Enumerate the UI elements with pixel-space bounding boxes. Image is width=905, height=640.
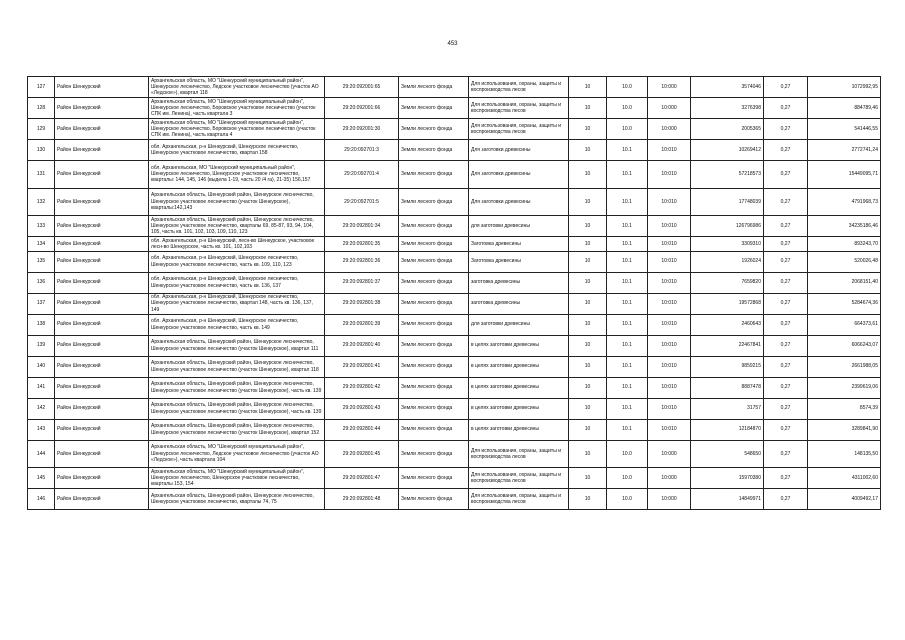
cadastral-value-cell: 4311002,60 — [808, 468, 881, 489]
purpose-cell: Для заготовки древесины — [469, 140, 569, 161]
purpose-cell: в целях заготовки древесины — [469, 398, 569, 419]
code-group-cell: 10 — [569, 119, 607, 140]
district-cell: Район Шенкурский — [55, 468, 149, 489]
rate-cell: 0,27 — [764, 77, 808, 98]
code-group-cell: 10 — [569, 440, 607, 468]
rate-cell: 0,27 — [764, 216, 808, 237]
cadastral-value-cell: 1072992,95 — [808, 77, 881, 98]
purpose-cell: Для заготовки древесины — [469, 188, 569, 216]
code-subgroup-cell: 10.1 — [607, 140, 648, 161]
code-subgroup-cell: 10.1 — [607, 398, 648, 419]
code-cell: 10:000 — [648, 98, 691, 119]
land-category-cell: Земли лесного фонда — [399, 272, 469, 293]
rate-cell: 0,27 — [764, 119, 808, 140]
location-cell: обл. Архангельская, р-н Шенкурский, Шенкурское лесничество, Шенкурское участковое лесничество, часть кв. 109, 110, 123 — [149, 251, 325, 272]
code-group-cell: 10 — [569, 216, 607, 237]
code-cell: 10:010 — [648, 272, 691, 293]
row-number: 135 — [28, 251, 55, 272]
table-row — [28, 140, 881, 161]
location-cell: Архангельская область, МО "Шенкурский муниципальный район", Шенкурское лесничество, Шенкурское участковое лесничество, кварталы 153, 154 — [149, 468, 325, 489]
table-row — [28, 335, 881, 356]
code-cell: 10:010 — [648, 140, 691, 161]
rate-cell: 0,27 — [764, 188, 808, 216]
table-row — [28, 216, 881, 237]
land-category-cell: Земли лесного фонда — [399, 440, 469, 468]
code-subgroup-cell: 10.1 — [607, 314, 648, 335]
code-subgroup-cell: 10.0 — [607, 468, 648, 489]
cadastral-value-cell: 4791968,73 — [808, 188, 881, 216]
row-number: 130 — [28, 140, 55, 161]
code-group-cell: 10 — [569, 272, 607, 293]
cadastral-value-cell: 15449095,71 — [808, 161, 881, 189]
code-subgroup-cell: 10.1 — [607, 272, 648, 293]
row-number: 137 — [28, 293, 55, 314]
cadastral-number-cell: 29:20:092701:3 — [325, 140, 399, 161]
code-group-cell: 10 — [569, 140, 607, 161]
row-number: 129 — [28, 119, 55, 140]
table-row — [28, 251, 881, 272]
cadastral-number-cell: 29:20:092801:41 — [325, 356, 399, 377]
rate-cell: 0,27 — [764, 398, 808, 419]
cadastral-number-cell: 29:20:092801:47 — [325, 468, 399, 489]
table-row — [28, 119, 881, 140]
purpose-cell: Для использования, охраны, защиты и воспроизводства лесов — [469, 468, 569, 489]
land-category-cell: Земли лесного фонда — [399, 314, 469, 335]
district-cell: Район Шенкурский — [55, 140, 149, 161]
cadastral-value-cell: 3289841,90 — [808, 419, 881, 440]
rate-cell: 0,27 — [764, 356, 808, 377]
cadastral-number-cell: 29:20:092001:66 — [325, 98, 399, 119]
row-number: 143 — [28, 419, 55, 440]
cadastral-number-cell: 29:20:092801:44 — [325, 419, 399, 440]
purpose-cell: заготовка древесины — [469, 293, 569, 314]
land-category-cell: Земли лесного фонда — [399, 188, 469, 216]
location-cell: Архангельская область, МО "Шенкурский муниципальный район", Шенкурское лесничество, Боровское участковое лесничество (участок СПК им. Ленина), часть квартала 4 — [149, 119, 325, 140]
table-row — [28, 272, 881, 293]
row-number: 145 — [28, 468, 55, 489]
rate-cell: 0,27 — [764, 377, 808, 398]
code-subgroup-cell: 10.1 — [607, 237, 648, 252]
table-row — [28, 356, 881, 377]
land-category-cell: Земли лесного фонда — [399, 216, 469, 237]
district-cell: Район Шенкурский — [55, 419, 149, 440]
purpose-cell: заготовка древесины — [469, 272, 569, 293]
code-group-cell: 10 — [569, 489, 607, 510]
cadastral-number-cell: 29:20:092801:38 — [325, 293, 399, 314]
code-cell: 10:000 — [648, 119, 691, 140]
table-row — [28, 98, 881, 119]
land-category-cell: Земли лесного фонда — [399, 377, 469, 398]
cadastral-value-cell: 2068151,40 — [808, 272, 881, 293]
district-cell: Район Шенкурский — [55, 293, 149, 314]
table-row — [28, 314, 881, 335]
rate-cell: 0,27 — [764, 272, 808, 293]
purpose-cell: Для использования, охраны, защиты и воспроизводства лесов — [469, 98, 569, 119]
code-subgroup-cell: 10.1 — [607, 335, 648, 356]
code-group-cell: 10 — [569, 377, 607, 398]
code-cell: 10:010 — [648, 377, 691, 398]
cadastral-value-cell: 2661988,05 — [808, 356, 881, 377]
table-row — [28, 398, 881, 419]
code-cell: 10:010 — [648, 335, 691, 356]
district-cell: Район Шенкурский — [55, 251, 149, 272]
code-cell: 10:010 — [648, 216, 691, 237]
cadastral-value-cell: 148135,50 — [808, 440, 881, 468]
code-group-cell: 10 — [569, 237, 607, 252]
area-cell: 31757 — [691, 398, 764, 419]
area-cell: 3309310 — [691, 237, 764, 252]
location-cell: Архангельская область, Шенкурский район, Шенкурское лесничество, Шенкурское участковое лесничество (участок Шенкурское), квартал 152 — [149, 419, 325, 440]
purpose-cell: в целях заготовки древесины — [469, 377, 569, 398]
area-cell: 19572868 — [691, 293, 764, 314]
area-cell: 12184870 — [691, 419, 764, 440]
location-cell: обл. Архангельская, р-н Шенкурский, Шенкурское лесничество, Шенкурское участковое лесничество, часть кв. 149 — [149, 314, 325, 335]
code-group-cell: 10 — [569, 335, 607, 356]
code-cell: 10:000 — [648, 489, 691, 510]
code-subgroup-cell: 10.0 — [607, 98, 648, 119]
district-cell: Район Шенкурский — [55, 119, 149, 140]
cadastral-number-cell: 29:20:092001:65 — [325, 77, 399, 98]
purpose-cell: Для использования, охраны, защиты и воспроизводства лесов — [469, 77, 569, 98]
code-group-cell: 10 — [569, 251, 607, 272]
area-cell: 126796986 — [691, 216, 764, 237]
code-group-cell: 10 — [569, 468, 607, 489]
location-cell: обл. Архангельская, МО "Шенкурский муниципальный район", Шенкурское лесничество, Шенкурское участковое лесничество, кварталы: 144, 145, 146 (выдела 1-19, часть 20 /4 га), 21-35) 156,157 — [149, 161, 325, 189]
land-category-cell: Земли лесного фонда — [399, 398, 469, 419]
area-cell: 7659820 — [691, 272, 764, 293]
cadastral-number-cell: 29:20:092701:4 — [325, 161, 399, 189]
table-row — [28, 237, 881, 252]
row-number: 136 — [28, 272, 55, 293]
code-group-cell: 10 — [569, 77, 607, 98]
cadastral-value-cell: 520026,48 — [808, 251, 881, 272]
table-row — [28, 419, 881, 440]
code-cell: 10:000 — [648, 468, 691, 489]
district-cell: Район Шенкурский — [55, 335, 149, 356]
code-cell: 10:010 — [648, 251, 691, 272]
rate-cell: 0,27 — [764, 468, 808, 489]
code-subgroup-cell: 10.1 — [607, 161, 648, 189]
code-cell: 10:010 — [648, 293, 691, 314]
land-category-cell: Земли лесного фонда — [399, 161, 469, 189]
location-cell: Архангельская область, Шенкурский район, Шенкурское лесничество, Шенкурское участковое лесничество, кварталы 69, 85-87, 93, 94, 104, 105, часть кв. 101, 102, 103, 109, 110, 123 — [149, 216, 325, 237]
rate-cell: 0,27 — [764, 440, 808, 468]
row-number: 146 — [28, 489, 55, 510]
location-cell: Архангельская область, МО "Шенкурский муниципальный район", Шенкурское лесничество, Ледское участковое лесничество (участок АО «Ледское»), квартал 118 — [149, 77, 325, 98]
rate-cell: 0,27 — [764, 237, 808, 252]
code-cell: 10:010 — [648, 419, 691, 440]
row-number: 128 — [28, 98, 55, 119]
code-subgroup-cell: 10.1 — [607, 216, 648, 237]
rate-cell: 0,27 — [764, 419, 808, 440]
district-cell: Район Шенкурский — [55, 398, 149, 419]
code-subgroup-cell: 10.1 — [607, 251, 648, 272]
cadastral-value-cell: 4009492,17 — [808, 489, 881, 510]
cadastral-value-cell: 5284674,36 — [808, 293, 881, 314]
purpose-cell: для заготовки древесины — [469, 216, 569, 237]
purpose-cell: Для заготовки древесины — [469, 161, 569, 189]
land-category-cell: Земли лесного фонда — [399, 293, 469, 314]
cadastral-value-cell: 893243,70 — [808, 237, 881, 252]
purpose-cell: в целях заготовки древесины — [469, 356, 569, 377]
cadastral-value-cell: 8574,39 — [808, 398, 881, 419]
cadastral-number-cell: 29:20:092801:48 — [325, 489, 399, 510]
cadastral-value-cell: 6066243,07 — [808, 335, 881, 356]
rate-cell: 0,27 — [764, 314, 808, 335]
rate-cell: 0,27 — [764, 293, 808, 314]
location-cell: обл. Архангельская, р-н Шенкурский, Шенкурское лесничество, Шенкурское участковое лесничество, часть кв. 136, 137 — [149, 272, 325, 293]
table-row — [28, 440, 881, 468]
district-cell: Район Шенкурский — [55, 188, 149, 216]
area-cell: 2460643 — [691, 314, 764, 335]
area-cell: 3574046 — [691, 77, 764, 98]
location-cell: обл. Архангельская, р-н Шенкурский, Шенкурское лесничество, Шенкурское участковое лесничество, квартал 148, часть кв. 136, 137, 149 — [149, 293, 325, 314]
land-category-cell: Земли лесного фонда — [399, 251, 469, 272]
cadastral-value-cell: 541446,55 — [808, 119, 881, 140]
code-subgroup-cell: 10.1 — [607, 356, 648, 377]
location-cell: обл. Архангельская, р-н Шенкурский, лесн-во Шенкурское, участковое лесн-во Шенкурское, часть кв. 101, 102,103 — [149, 237, 325, 252]
cadastral-number-cell: 29:20:092801:35 — [325, 237, 399, 252]
purpose-cell: Для использования, охраны, защиты и воспроизводства лесов — [469, 440, 569, 468]
cadastral-number-cell: 29:20:092801:36 — [325, 251, 399, 272]
purpose-cell: для заготовки древесины — [469, 314, 569, 335]
area-cell: 10269412 — [691, 140, 764, 161]
code-subgroup-cell: 10.1 — [607, 188, 648, 216]
location-cell: Архангельская область, МО "Шенкурский муниципальный район", Шенкурское лесничество, Ледское участковое лесничество (участок АО «Ледское»), часть квартала 104 — [149, 440, 325, 468]
code-group-cell: 10 — [569, 314, 607, 335]
location-cell: Архангельская область, Шенкурский район, Шенкурское лесничество, Шенкурское участковое лесничество (участок Шенкурское), кварталы:142,143 — [149, 188, 325, 216]
location-cell: Архангельская область, Шенкурский район, Шенкурское лесничество, Шенкурское участковое лесничество, кварталы 74, 75 — [149, 489, 325, 510]
row-number: 144 — [28, 440, 55, 468]
row-number: 131 — [28, 161, 55, 189]
area-cell: 548650 — [691, 440, 764, 468]
land-category-cell: Земли лесного фонда — [399, 335, 469, 356]
cadastral-number-cell: 29:20:092801:37 — [325, 272, 399, 293]
purpose-cell: Заготовка древесины — [469, 237, 569, 252]
cadastral-number-cell: 29:20:092801:45 — [325, 440, 399, 468]
land-category-cell: Земли лесного фонда — [399, 489, 469, 510]
purpose-cell: в целях заготовки древесины — [469, 419, 569, 440]
land-category-cell: Земли лесного фонда — [399, 77, 469, 98]
row-number: 127 — [28, 77, 55, 98]
area-cell: 15970380 — [691, 468, 764, 489]
code-subgroup-cell: 10.1 — [607, 419, 648, 440]
row-number: 142 — [28, 398, 55, 419]
page-number: 453 — [447, 41, 458, 47]
district-cell: Район Шенкурский — [55, 216, 149, 237]
cadastral-value-cell: 884789,46 — [808, 98, 881, 119]
district-cell: Район Шенкурский — [55, 237, 149, 252]
table-row — [28, 377, 881, 398]
row-number: 141 — [28, 377, 55, 398]
row-number: 138 — [28, 314, 55, 335]
code-subgroup-cell: 10.0 — [607, 440, 648, 468]
cadastral-number-cell: 29:20:092001:30 — [325, 119, 399, 140]
district-cell: Район Шенкурский — [55, 314, 149, 335]
code-cell: 10:010 — [648, 398, 691, 419]
land-category-cell: Земли лесного фонда — [399, 468, 469, 489]
code-subgroup-cell: 10.0 — [607, 119, 648, 140]
code-cell: 10:010 — [648, 356, 691, 377]
row-number: 139 — [28, 335, 55, 356]
code-group-cell: 10 — [569, 356, 607, 377]
table-body — [28, 77, 881, 510]
table-row — [28, 188, 881, 216]
table-row — [28, 293, 881, 314]
row-number: 140 — [28, 356, 55, 377]
location-cell: Архангельская область, Шенкурский район, Шенкурское лесничество, Шенкурское участковое лесничество (участок Шенкурское), квартал 118 — [149, 356, 325, 377]
row-number: 134 — [28, 237, 55, 252]
district-cell: Район Шенкурский — [55, 377, 149, 398]
code-group-cell: 10 — [569, 98, 607, 119]
code-cell: 10:010 — [648, 188, 691, 216]
land-category-cell: Земли лесного фонда — [399, 140, 469, 161]
rate-cell: 0,27 — [764, 161, 808, 189]
area-cell: 22467841 — [691, 335, 764, 356]
land-category-cell: Земли лесного фонда — [399, 237, 469, 252]
cadastral-number-cell: 29:20:092701:5 — [325, 188, 399, 216]
location-cell: Архангельская область, Шенкурский район, Шенкурское лесничество, Шенкурское участковое лесничество (участок Шенкурское), часть кв. 139 — [149, 398, 325, 419]
area-cell: 8887478 — [691, 377, 764, 398]
location-cell: Архангельская область, МО "Шенкурский муниципальный район", Шенкурское лесничество, Боровское участковое лесничество (участок СПК им. Ленина), часть квартала 3 — [149, 98, 325, 119]
cadastral-value-cell: 2772741,24 — [808, 140, 881, 161]
table-row — [28, 468, 881, 489]
code-cell: 10:000 — [648, 440, 691, 468]
rate-cell: 0,27 — [764, 140, 808, 161]
purpose-cell: Заготовка древесины — [469, 251, 569, 272]
area-cell: 57218573 — [691, 161, 764, 189]
row-number: 132 — [28, 188, 55, 216]
cadastral-number-cell: 29:20:092801:40 — [325, 335, 399, 356]
table-row — [28, 161, 881, 189]
district-cell: Район Шенкурский — [55, 77, 149, 98]
code-group-cell: 10 — [569, 293, 607, 314]
district-cell: Район Шенкурский — [55, 272, 149, 293]
location-cell: обл. Архангельская, р-н Шенкурский, Шенкурское лесничество, Шенкурское участковое лесничество, квартал 158 — [149, 140, 325, 161]
location-cell: Архангельская область, Шенкурский район, Шенкурское лесничество, Шенкурское участковое лесничество (участок Шенкурское), квартал 111 — [149, 335, 325, 356]
rate-cell: 0,27 — [764, 251, 808, 272]
cadastral-number-cell: 29:20:092801:43 — [325, 398, 399, 419]
code-cell: 10:000 — [648, 77, 691, 98]
cadastral-number-cell: 29:20:092801:42 — [325, 377, 399, 398]
code-cell: 10:010 — [648, 237, 691, 252]
area-cell: 9859215 — [691, 356, 764, 377]
district-cell: Район Шенкурский — [55, 98, 149, 119]
district-cell: Район Шенкурский — [55, 161, 149, 189]
code-group-cell: 10 — [569, 188, 607, 216]
code-subgroup-cell: 10.0 — [607, 489, 648, 510]
area-cell: 1926024 — [691, 251, 764, 272]
code-group-cell: 10 — [569, 419, 607, 440]
location-cell: Архангельская область, Шенкурский район, Шенкурское лесничество, Шенкурское участковое лесничество (участок Шенкурское), часть кв. 139 — [149, 377, 325, 398]
area-cell: 2005365 — [691, 119, 764, 140]
table-row — [28, 489, 881, 510]
land-category-cell: Земли лесного фонда — [399, 356, 469, 377]
rate-cell: 0,27 — [764, 98, 808, 119]
land-category-cell: Земли лесного фонда — [399, 119, 469, 140]
cadastral-value-cell: 664373,61 — [808, 314, 881, 335]
code-cell: 10:010 — [648, 314, 691, 335]
purpose-cell: Для использования, охраны, защиты и воспроизводства лесов — [469, 119, 569, 140]
district-cell: Район Шенкурский — [55, 356, 149, 377]
land-category-cell: Земли лесного фонда — [399, 419, 469, 440]
row-number: 133 — [28, 216, 55, 237]
purpose-cell: Для использования, охраны, защиты и воспроизводства лесов — [469, 489, 569, 510]
table-row — [28, 77, 881, 98]
code-cell: 10:010 — [648, 161, 691, 189]
district-cell: Район Шенкурский — [55, 440, 149, 468]
cadastral-number-cell: 29:20:092801:39 — [325, 314, 399, 335]
cadastral-value-cell: 34235186,46 — [808, 216, 881, 237]
code-subgroup-cell: 10.1 — [607, 293, 648, 314]
area-cell: 3276398 — [691, 98, 764, 119]
purpose-cell: в целях заготовки древесины — [469, 335, 569, 356]
area-cell: 17748039 — [691, 188, 764, 216]
code-group-cell: 10 — [569, 398, 607, 419]
district-cell: Район Шенкурский — [55, 489, 149, 510]
code-subgroup-cell: 10.0 — [607, 77, 648, 98]
cadastral-number-cell: 29:20:092801:34 — [325, 216, 399, 237]
rate-cell: 0,27 — [764, 335, 808, 356]
cadastral-value-cell: 2399619,06 — [808, 377, 881, 398]
code-subgroup-cell: 10.1 — [607, 377, 648, 398]
rate-cell: 0,27 — [764, 489, 808, 510]
area-cell: 14849971 — [691, 489, 764, 510]
cadastral-table — [27, 76, 881, 510]
land-category-cell: Земли лесного фонда — [399, 98, 469, 119]
code-group-cell: 10 — [569, 161, 607, 189]
